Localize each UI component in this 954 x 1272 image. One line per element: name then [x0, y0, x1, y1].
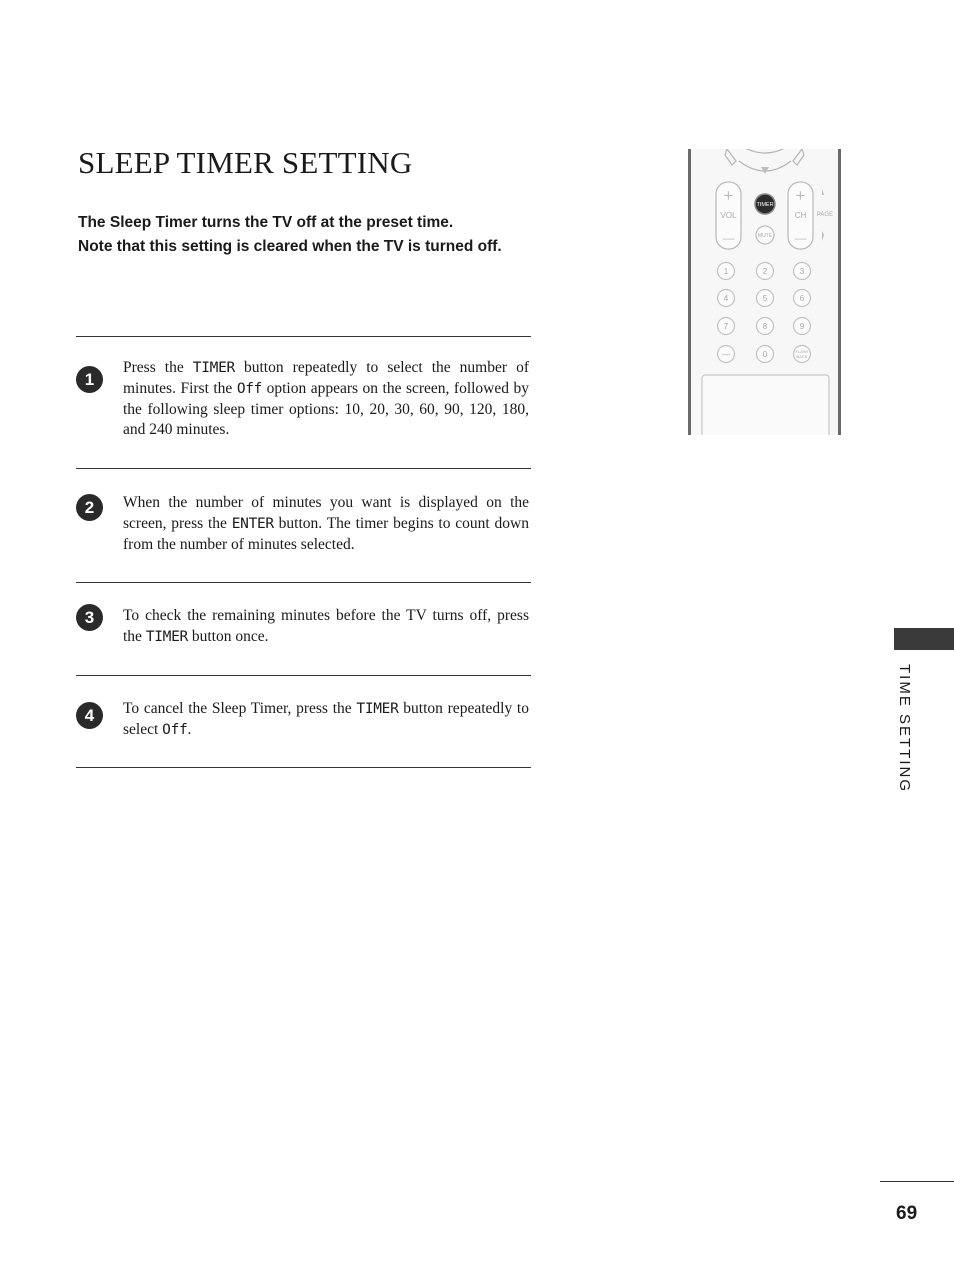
vol-minus-icon: —	[722, 231, 735, 245]
section-side-label: TIME SETTING	[896, 664, 913, 793]
step-2-number: 2	[76, 494, 103, 521]
step-1-text	[123, 358, 529, 441]
step-text-segment: Press the	[123, 359, 193, 376]
digit-label: 7	[723, 322, 729, 331]
section-tab-marker	[894, 628, 954, 650]
digit-label: 6	[799, 294, 805, 303]
step-1-number: 1	[76, 366, 103, 393]
intro-line-2: Note that this setting is cleared when the TV is turned off.	[78, 238, 502, 255]
remote-control-illustration	[688, 149, 841, 435]
ch-plus-icon: +	[795, 186, 806, 205]
digit-label: 1	[723, 267, 729, 276]
digit-label: 4	[723, 294, 729, 303]
remote-lower-panel	[702, 375, 829, 435]
intro-line-1: The Sleep Timer turns the TV off at the preset time.	[78, 214, 454, 231]
step-3-number: 3	[76, 604, 103, 631]
off-keyword: Off	[162, 721, 188, 738]
step-2-text	[123, 493, 529, 555]
step-text-segment: button repeatedly to select the number of minutes. First the	[123, 359, 529, 397]
page-down-icon	[822, 231, 824, 241]
timer-keyword: TIMER	[356, 701, 399, 717]
digit-label: 8	[762, 322, 768, 331]
number-keypad	[718, 263, 811, 363]
page-title: SLEEP TIMER SETTING	[78, 145, 413, 180]
timer-keyword: TIMER	[192, 360, 235, 376]
enter-keyword: ENTER	[231, 515, 274, 532]
mute-button-label: MUTE	[757, 233, 773, 239]
step-text-segment: button. The timer begins to count down from the number of minutes selected.	[123, 514, 529, 553]
divider	[76, 468, 531, 469]
step-text-segment: To check the remaining minutes before the TV turns off, press the	[123, 607, 529, 645]
step-3-text	[123, 606, 529, 648]
page-up-icon	[822, 189, 824, 195]
step-text-segment: option appears on the screen, followed by the following sleep timer options: 10, 20, 30, 60, 90, 120, 180, and 240 minutes.	[123, 379, 530, 439]
vol-plus-icon: +	[723, 186, 734, 205]
flashback-label-line-1: FLASH	[795, 349, 809, 354]
step-text-segment: button repeatedly to select	[123, 700, 529, 738]
digit-label: 9	[799, 322, 805, 331]
ch-label: CH	[794, 211, 807, 220]
divider	[76, 675, 531, 676]
flashback-label-line-2: BACK	[796, 354, 808, 359]
off-keyword: Off	[236, 380, 263, 397]
digit-label: 5	[762, 294, 768, 303]
step-text-segment: button once.	[187, 627, 269, 645]
step-text-segment: To cancel the Sleep Timer, press the	[123, 700, 357, 717]
step-4-number: 4	[76, 702, 103, 729]
ch-minus-icon: —	[794, 231, 807, 245]
step-4-text	[123, 699, 529, 741]
digit-label: 0	[762, 350, 768, 359]
divider	[76, 582, 531, 583]
intro-text	[78, 211, 502, 259]
vol-label: VOL	[720, 211, 737, 220]
digit-label: 3	[799, 267, 805, 276]
page-number: 69	[896, 1203, 918, 1224]
footer-divider	[880, 1181, 954, 1182]
step-text-segment: When the number of minutes you want is displayed on the screen, press the	[123, 494, 529, 532]
step-text-segment: .	[187, 720, 192, 738]
timer-button-label: TIMER	[756, 202, 774, 208]
dash-label: —	[722, 350, 730, 359]
divider	[76, 336, 531, 337]
divider	[76, 767, 531, 768]
timer-keyword: TIMER	[145, 628, 188, 645]
digit-label: 2	[762, 267, 768, 276]
page-label: PAGE	[816, 212, 834, 218]
